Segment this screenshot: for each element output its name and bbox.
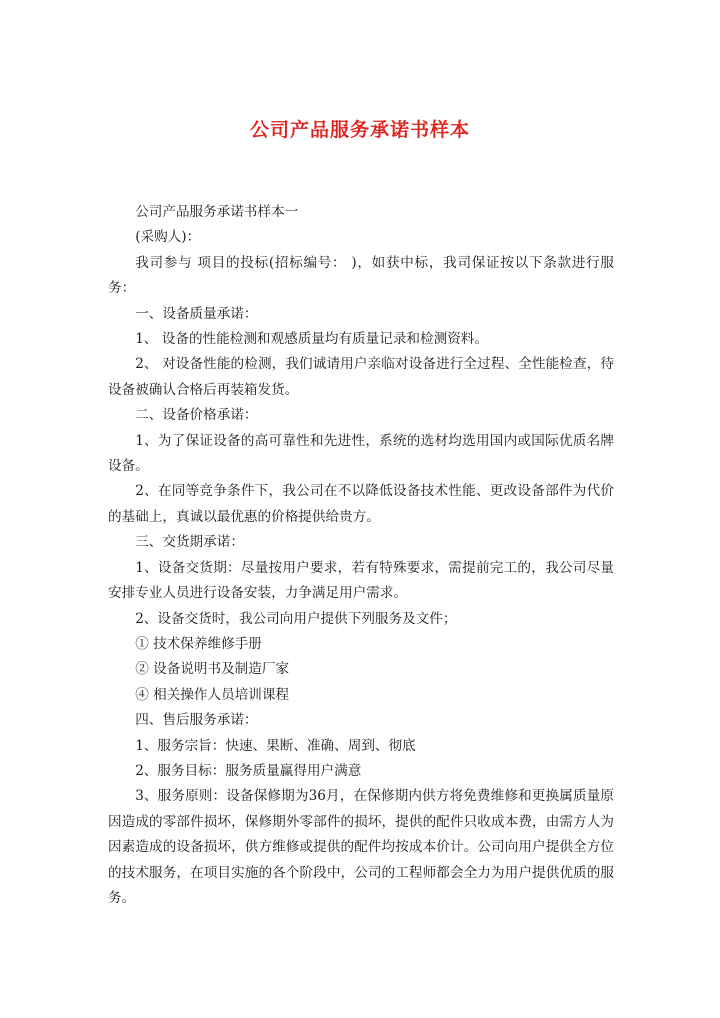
- price-item-2: 2、在同等竞争条件下，我公司在不以降低设备技术性能、更改设备部件为代价的基础上，真诚以最优惠的价格提供给贵方。: [108, 483, 614, 525]
- document-body: [108, 200, 614, 911]
- quality-item-1: 1、 设备的性能检测和观感质量均有质量记录和检测资料。: [135, 331, 488, 348]
- delivery-doc-1: ① 技术保养维修手册: [135, 635, 262, 652]
- section-heading-quality: 一、设备质量承诺：: [135, 305, 258, 322]
- section-heading-price: 二、设备价格承诺：: [135, 407, 258, 424]
- aftersales-item-3: 3、服务原则：设备保修期为36月，在保修期内供方将免费维修和更换属质量原因造成的零部件损坏，保修期外零部件的损坏，提供的配件只收成本费，由需方人为因素造成的设备损坏，供方维修或提供的配件均按成本价计。公司向用户提供全方位的技术服务，在项目实施的各个阶段中，公司的工程师都会全力为用户提供优质的服务。: [108, 788, 614, 906]
- section-heading-aftersales: 四、售后服务承诺：: [135, 712, 258, 729]
- subtitle-paragraph: 公司产品服务承诺书样本一: [135, 204, 299, 220]
- delivery-doc-2: ② 设备说明书及制造厂家: [135, 661, 290, 678]
- section-heading-delivery: 三、交货期承诺：: [135, 534, 244, 551]
- price-item-1: 1、为了保证设备的高可靠性和先进性，系统的选材均选用国内或国际优质名牌设备。: [108, 432, 614, 475]
- delivery-doc-3: ④ 相关操作人员培训课程: [135, 686, 290, 703]
- delivery-item-1: 1、设备交货期：尽量按用户要求，若有特殊要求，需提前完工的，我公司尽量安排专业人员进行设备安装，力争满足用户需求。: [108, 559, 614, 602]
- delivery-item-2: 2、设备交货时，我公司向用户提供下列服务及文件；: [135, 610, 457, 627]
- aftersales-item-1: 1、服务宗旨：快速、果断、准确、周到、彻底: [135, 737, 416, 754]
- document-title: 公司产品服务承诺书样本: [249, 119, 470, 141]
- quality-item-2: 2、 对设备性能的检测，我们诚请用户亲临对设备进行全过程、全性能检查，待设备被确认合格后再装箱发货。: [108, 356, 614, 398]
- aftersales-item-2: 2、服务目标：服务质量赢得用户满意: [135, 762, 362, 779]
- recipient-paragraph: (采购人)：: [135, 229, 201, 246]
- intro-paragraph: 我司参与 项目的投标(招标编号： )，如获中标，我司保证按以下条款进行服务：: [108, 254, 614, 297]
